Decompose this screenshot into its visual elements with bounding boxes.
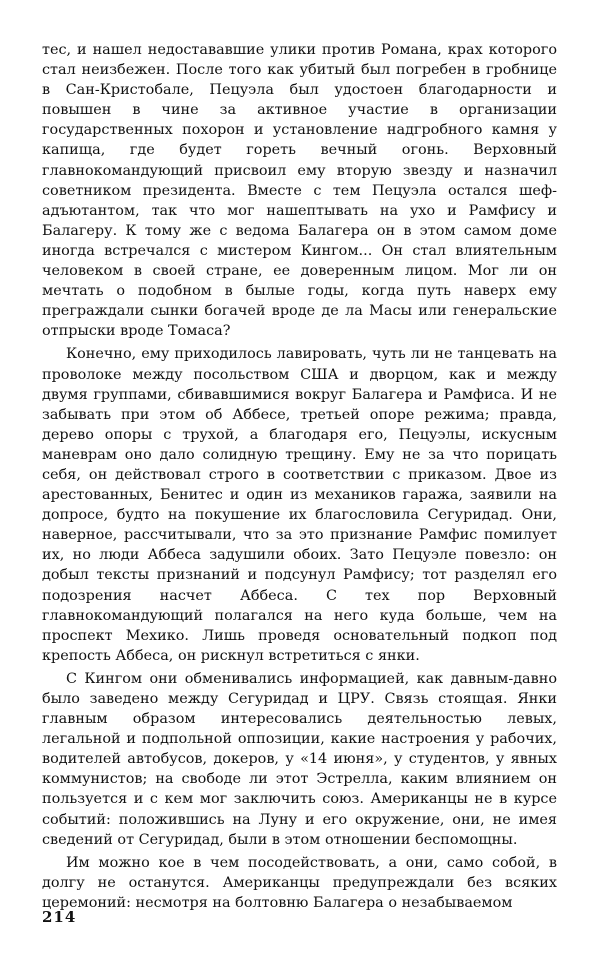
paragraph: Конечно, ему приходилось лавировать, чуть ли не танцевать на проволоке между посольством США и дворцом, как и между двумя группами, сбивавшимися вокруг Балагера и Рамфиса. И не забывать при этом об Аббесе, третьей опоре режима; правда, дерево опоры с трухой, а благодаря его, Пецуэлы, искусным маневрам оно дало солидную трещину. Ему не за что порицать себя, он действовал строго в соответствии с приказом. Двое из арестованных, Бенитес и один из механиков гаража, заявили на допросе, будто на покушение их благословила Сегуридад. Они, наверное, рассчитывали, что за это признание Рамфис помилует их, но люди Аббеса задушили обоих. Зато Пецуэле повезло: он добыл тексты признаний и подсунул Рамфису; тот разделял его подозрения насчет Аббеса. С тех пор Верховный главнокомандующий полагался на него куда больше, чем на проспект Мехико. Лишь проведя основательный подкоп под крепость Аббеса, он рискнул встретиться с янки. [42, 346, 557, 664]
paragraph: Им можно кое в чем посодействовать, а они, само собой, в долгу не останутся. Американцы предупреждали без всяких церемоний: несмотря на болтовню Балагера о незабываемом [42, 854, 557, 911]
paragraph: С Кингом они обменивались информацией, как давным-давно было заведено между Сегуридад и ЦРУ. Связь стоящая. Янки главным образом интересовались деятельностью левых, легальной и подпольной оппозиции, какие настроения у рабочих, водителей автобусов, докеров, у «14 июня», у студентов, у явных коммунистов; на свободе ли этот Эстрелла, каким влиянием он пользуется и с кем мог заключить союз. Американцы не в курсе событий: положившись на Луну и его окружение, они, не имея сведений от Сегуридад, были в этом отношении беспомощны. [42, 670, 557, 848]
paragraph-continuation: тес, и нашел недостававшие улики против Романа, крах которого стал неизбежен. После того как убитый был погребен в гробнице в Сан-Кристобале, Пецуэла был удостоен благодарности и повышен в чине за активное участие в организации государственных похорон и установление надгробного камня у капища, где будет гореть вечный огонь. Верховный главнокомандующий присвоил ему вторую звезду и назначил советником президента. Вместе с тем Пецуэла остался шеф-адъютантом, так что мог нашептывать на ухо и Рамфису и Балагеру. К тому же с ведома Балагера он в этом самом доме иногда встречался с мистером Кингом... Он стал влиятельным человеком в своей стране, ее доверенным лицом. Мог ли он мечтать о подобном в былые годы, когда путь наверх ему преграждали сынки богачей вроде де ла Масы или генеральские отпрыски вроде Томаса? [42, 42, 557, 340]
page-number: 214 [42, 908, 77, 926]
body-text [42, 40, 557, 913]
